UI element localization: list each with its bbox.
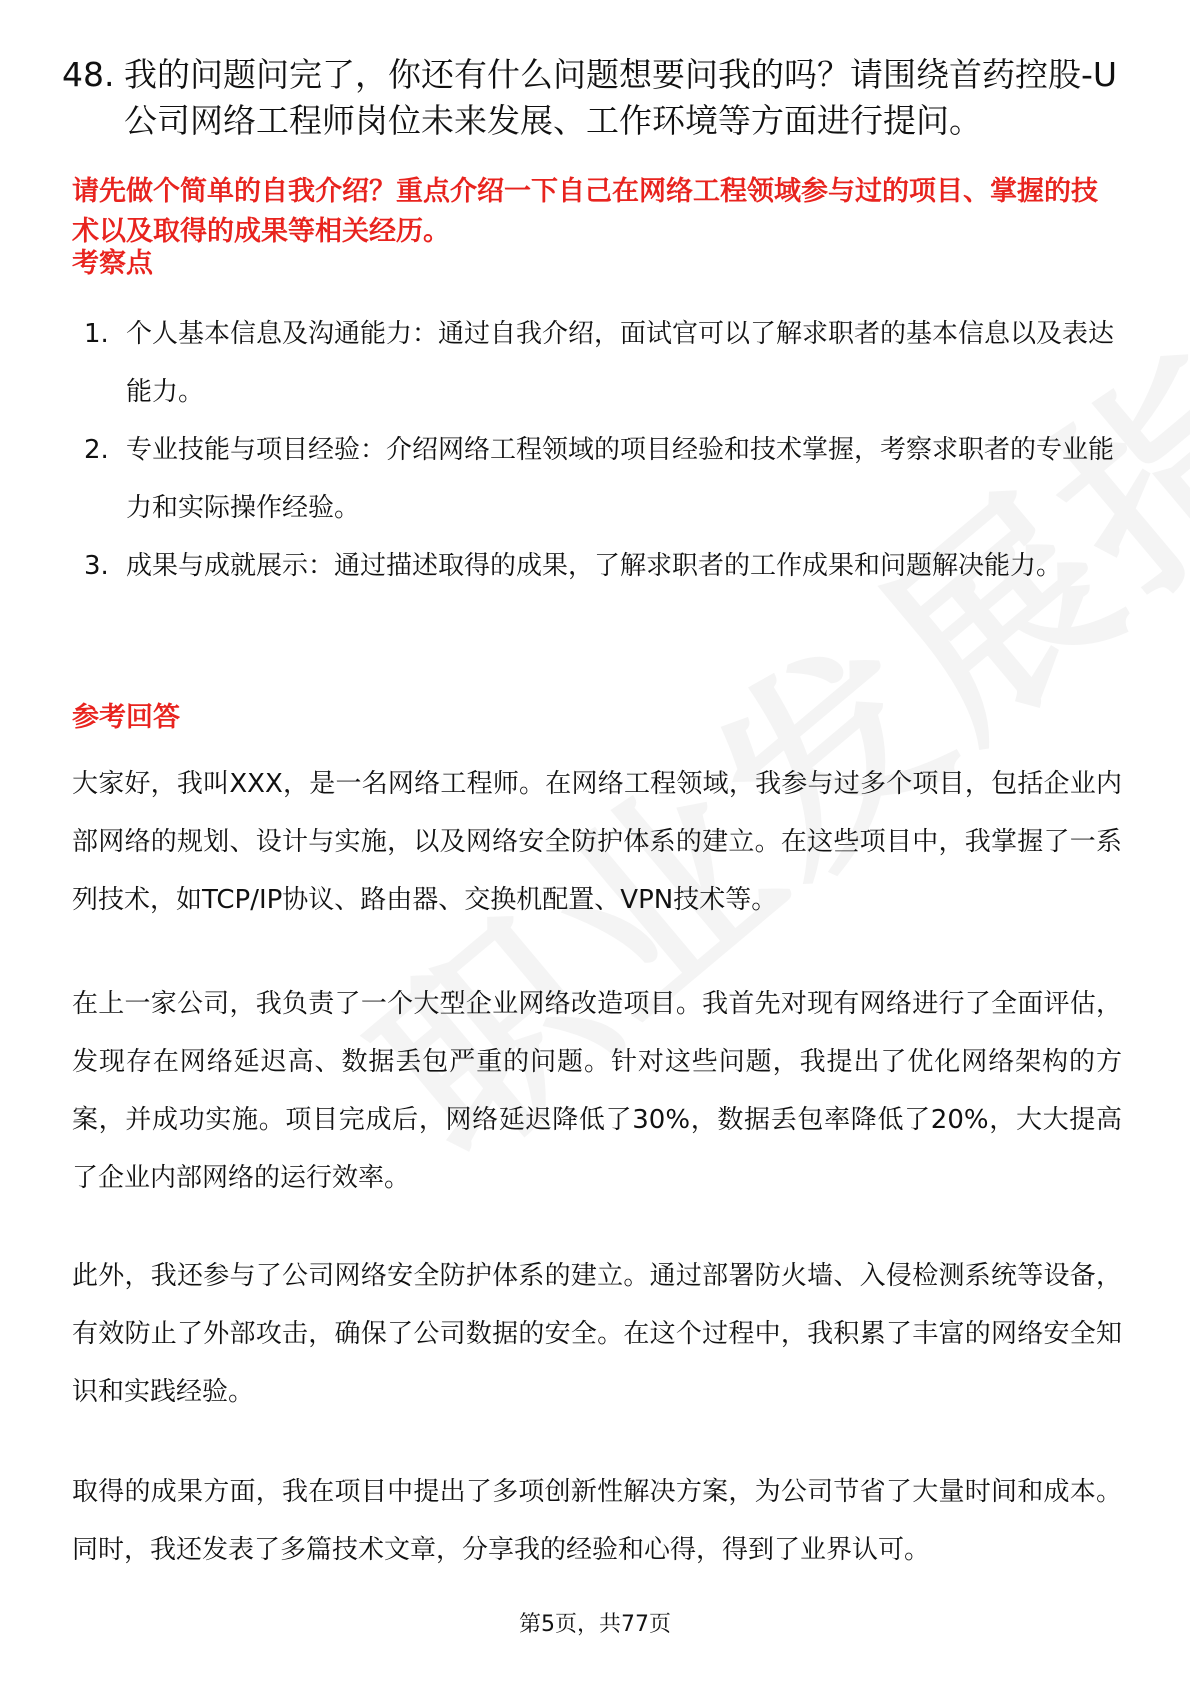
point-text: 成果与成就展示：通过描述取得的成果，了解求职者的工作成果和问题解决能力。 <box>126 551 1063 581</box>
answer-paragraph: 取得的成果方面，我在项目中提出了多项创新性解决方案，为公司节省了大量时间和成本。同时，我还发表了多篇技术文章，分享我的经验和心得，得到了业界认可。 <box>72 1477 1122 1565</box>
assessment-point <box>84 305 1124 421</box>
point-number: 1. <box>84 319 109 349</box>
page-footer: 第5页，共77页 <box>519 1612 671 1637</box>
assessment-heading: 考察点 <box>72 248 153 279</box>
point-text: 个人基本信息及沟通能力：通过自我介绍，面试官可以了解求职者的基本信息以及表达能力。 <box>126 319 1115 407</box>
point-text: 专业技能与项目经验：介绍网络工程领域的项目经验和技术掌握，考察求职者的专业能力和实际操作经验。 <box>126 435 1115 523</box>
point-number: 3. <box>84 551 109 581</box>
reference-heading: 参考回答 <box>72 702 180 733</box>
point-number: 2. <box>84 435 109 465</box>
interview-question: 请先做个简单的自我介绍？重点介绍一下自己在网络工程领域参与过的项目、掌握的技术以及取得的成果等相关经历。 <box>72 176 1098 247</box>
question-number: 48. <box>62 55 115 94</box>
question-title <box>62 52 1122 144</box>
question-text: 我的问题问完了，你还有什么问题想要问我的吗？请围绕首药控股-U公司网络工程师岗位未来发展、工作环境等方面进行提问。 <box>124 55 1118 140</box>
answer-paragraph: 大家好，我叫XXX，是一名网络工程师。在网络工程领域，我参与过多个项目，包括企业内部网络的规划、设计与实施，以及网络安全防护体系的建立。在这些项目中，我掌握了一系列技术，如TCP/IP协议、路由器、交换机配置、VPN技术等。 <box>72 769 1122 915</box>
assessment-point <box>84 537 1124 595</box>
answer-paragraph: 在上一家公司，我负责了一个大型企业网络改造项目。我首先对现有网络进行了全面评估，发现存在网络延迟高、数据丢包严重的问题。针对这些问题，我提出了优化网络架构的方案，并成功实施。项目完成后，网络延迟降低了30%，数据丢包率降低了20%，大大提高了企业内部网络的运行效率。 <box>72 989 1122 1193</box>
answer-paragraph: 此外，我还参与了公司网络安全防护体系的建立。通过部署防火墙、入侵检测系统等设备，有效防止了外部攻击，确保了公司数据的安全。在这个过程中，我积累了丰富的网络安全知识和实践经验。 <box>72 1261 1122 1407</box>
assessment-point <box>84 421 1124 537</box>
